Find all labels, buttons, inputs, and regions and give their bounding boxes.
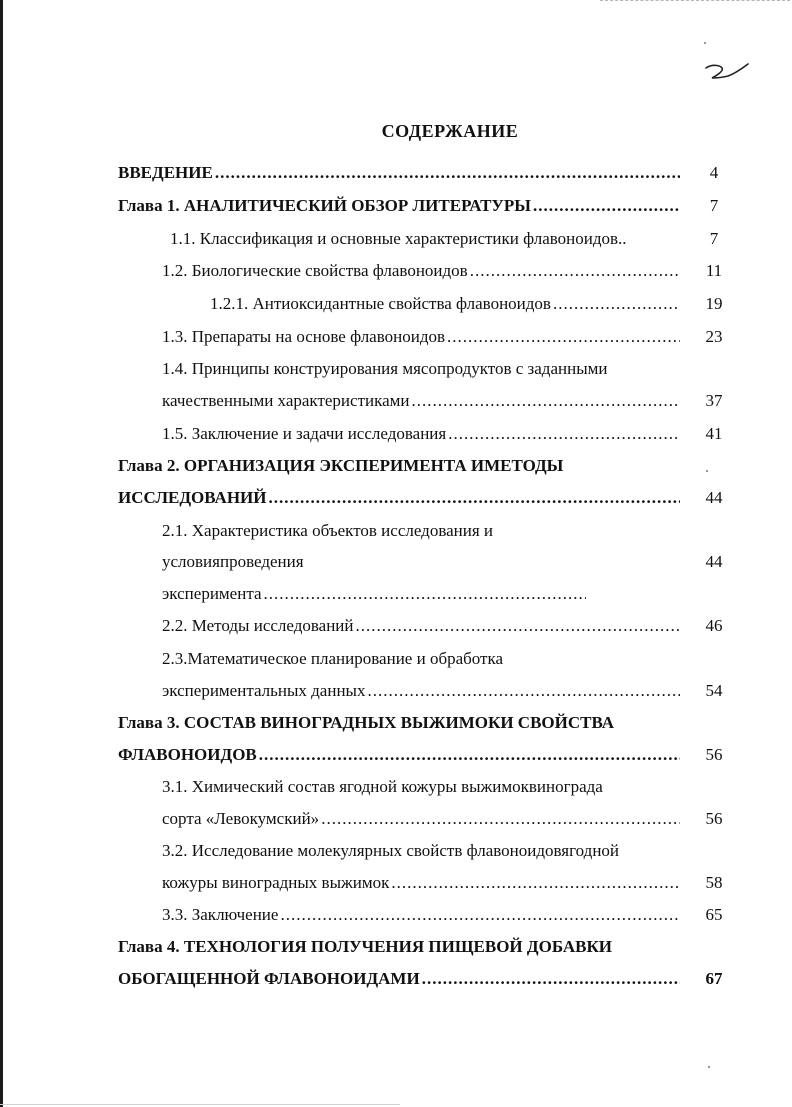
toc-entry-chapter-1 xyxy=(118,195,680,217)
toc-entry-3-2-line-1: 3.2. Исследование молекулярных свойств флавоноидовягодной xyxy=(162,841,620,860)
toc-entry-text: 1.2.1. Антиоксидантные свойства флавоноидов xyxy=(210,294,551,313)
toc-entry-3-1 xyxy=(162,808,680,830)
toc-entry-text: 1.3. Препараты на основе флавоноидов xyxy=(162,327,446,346)
toc-entry-chapter-2 xyxy=(118,487,680,509)
toc-entry-text: кожуры виноградных выжимок xyxy=(162,873,390,892)
toc-entry-1-5 xyxy=(162,423,680,445)
toc-entry-1-2 xyxy=(162,260,680,282)
toc-entry-2-3 xyxy=(162,680,680,702)
handwritten-page-number-icon xyxy=(700,58,760,88)
toc-entry-2-2 xyxy=(162,615,680,637)
toc-entry-text: ИССЛЕДОВАНИЙ xyxy=(118,488,267,507)
toc-entry-text: качественными характеристиками xyxy=(162,391,410,410)
scan-speck xyxy=(704,42,706,44)
toc-entry-chapter-4-line-1: Глава 4. ТЕХНОЛОГИЯ ПОЛУЧЕНИЯ ПИЩЕВОЙ ДОБАВКИ xyxy=(118,937,612,956)
scan-bottom-edge xyxy=(0,1104,400,1105)
toc-entry-1-2-1 xyxy=(210,293,680,315)
scan-speck xyxy=(706,470,708,472)
scan-left-border xyxy=(0,0,3,1107)
toc-entry-chapter-3-line-1: Глава 3. СОСТАВ ВИНОГРАДНЫХ ВЫЖИМОКИ СВОЙСТВА xyxy=(118,713,615,732)
toc-entry-introduction xyxy=(118,162,680,184)
toc-entry-chapter-2-line-1: Глава 2. ОРГАНИЗАЦИЯ ЭКСПЕРИМЕНТА ИМЕТОДЫ xyxy=(118,456,564,475)
toc-entry-1-4 xyxy=(162,390,680,412)
scan-top-edge xyxy=(600,0,790,3)
toc-entry-text: 1.1. Классификация и основные характеристики флавоноидов.. xyxy=(170,229,627,248)
page-title: СОДЕРЖАНИЕ xyxy=(381,121,519,141)
toc-page-number: 44 xyxy=(705,488,723,507)
toc-entry-text: ВВЕДЕНИЕ xyxy=(118,163,213,182)
toc-entry-3-3 xyxy=(162,904,680,926)
toc-page-number: 41 xyxy=(705,424,723,443)
toc-entry-text: 2.2. Методы исследований xyxy=(162,616,354,635)
toc-page-number: 44 xyxy=(705,552,723,571)
toc-entry-chapter-4 xyxy=(118,968,680,990)
scan-speck xyxy=(708,1066,710,1068)
toc-page-number: 4 xyxy=(709,163,719,182)
toc-page-number: 67 xyxy=(705,969,723,988)
toc-entry-chapter-3 xyxy=(118,744,680,766)
toc-entry-text: Глава 1. АНАЛИТИЧЕСКИЙ ОБЗОР ЛИТЕРАТУРЫ xyxy=(118,196,531,215)
toc-page-number: 54 xyxy=(705,681,723,700)
toc-entry-text: эксперимента xyxy=(162,584,262,603)
toc-entry-2-1 xyxy=(162,583,586,605)
toc-entry-text: 1.2. Биологические свойства флавоноидов xyxy=(162,261,468,280)
toc-page-number: 56 xyxy=(705,745,723,764)
toc-entry-3-2 xyxy=(162,872,680,894)
toc-page-number: 7 xyxy=(709,229,719,248)
toc-entry-text: 3.3. Заключение xyxy=(162,905,279,924)
toc-entry-2-1-line-1: 2.1. Характеристика объектов исследования и xyxy=(162,521,494,540)
toc-page-number: 23 xyxy=(705,327,723,346)
toc-entry-text: экспериментальных данных xyxy=(162,681,366,700)
toc-page-number: 58 xyxy=(705,873,723,892)
toc-entry-text: 1.5. Заключение и задачи исследования xyxy=(162,424,447,443)
toc-page-number: 7 xyxy=(709,196,719,215)
toc-entry-text: ФЛАВОНОИДОВ xyxy=(118,745,257,764)
toc-page-number: 46 xyxy=(705,616,723,635)
toc-page-number: 11 xyxy=(705,261,723,280)
toc-entry-text: ОБОГАЩЕННОЙ ФЛАВОНОИДАМИ xyxy=(118,969,420,988)
toc-entry-2-3-line-1: 2.3.Математическое планирование и обработка xyxy=(162,649,504,668)
toc-entry-text: сорта «Левокумский» xyxy=(162,809,320,828)
toc-entry-1-4-line-1: 1.4. Принципы конструирования мясопродуктов с заданными xyxy=(162,359,608,378)
toc-page-number: 37 xyxy=(705,391,723,410)
toc-entry-1-1 xyxy=(170,228,627,250)
toc-entry-3-1-line-1: 3.1. Химический состав ягодной кожуры выжимоквинограда xyxy=(162,777,603,796)
toc-entry-2-1-line-2: условияпроведения xyxy=(162,552,304,571)
toc-page-number: 65 xyxy=(705,905,723,924)
toc-page-number: 19 xyxy=(705,294,723,313)
toc-page-number: 56 xyxy=(705,809,723,828)
toc-entry-1-3 xyxy=(162,326,680,348)
